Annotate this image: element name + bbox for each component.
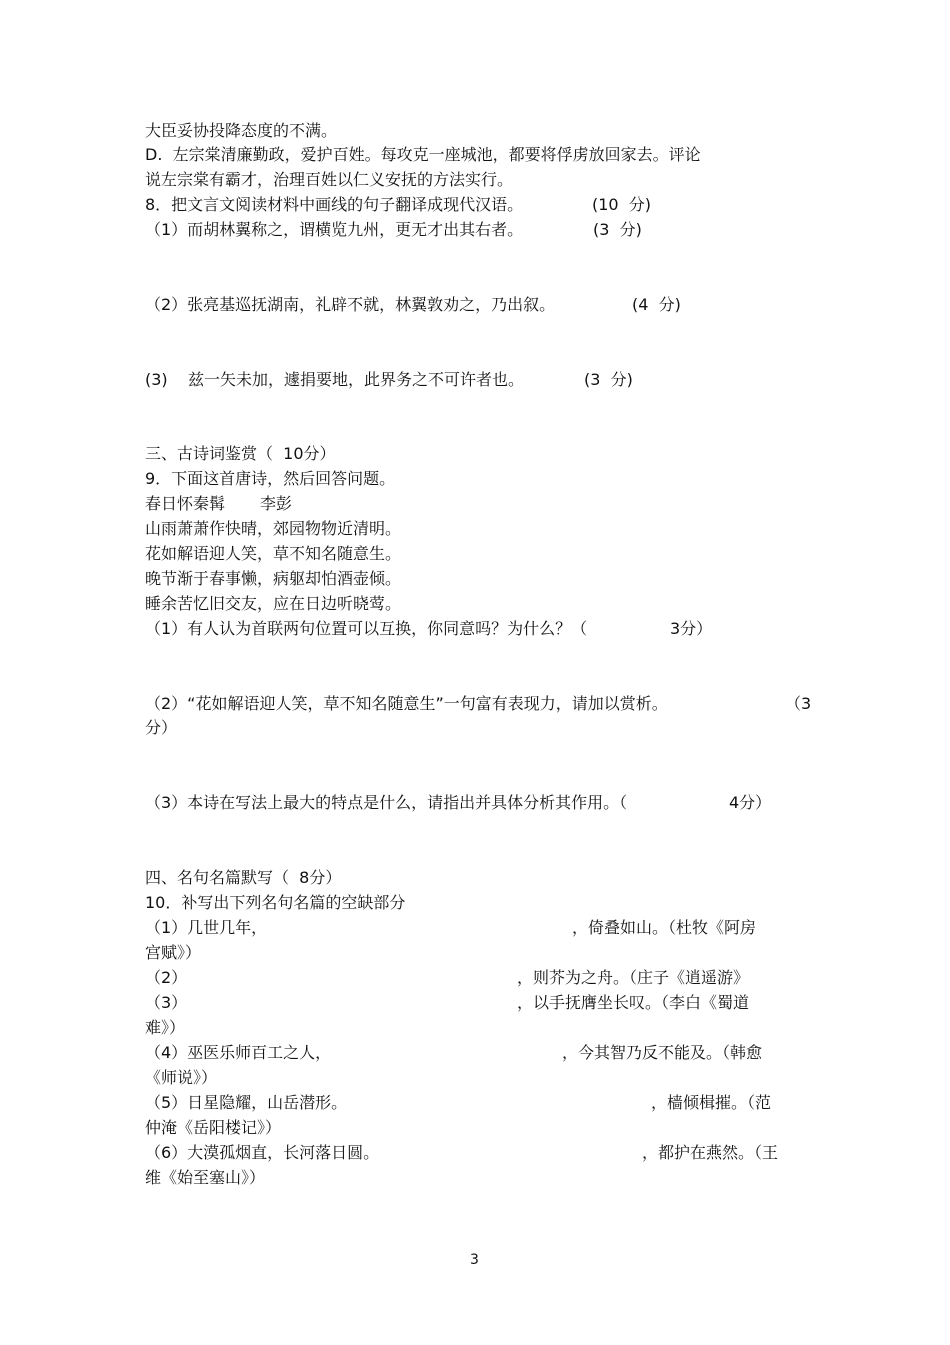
text-line: 难》）	[145, 1018, 186, 1037]
question-10-line: 10．补写出下列名句名篇的空缺部分	[145, 893, 406, 912]
subquestion-line: （3）本诗在写法上最大的特点是什么，请指出并具体分析其作用。（ 4分）	[145, 793, 772, 812]
text-line: 大臣妥协投降态度的不满。	[145, 121, 338, 140]
subquestion-line: （2）张亮基巡抚湖南，礼辟不就，林翼敦劝之，乃出叙。 (4 分)	[145, 295, 681, 314]
fill-blank-line: （1）几世几年， ，倚叠如山。（杜牧《阿房	[145, 918, 757, 937]
subquestion-line: （1）有人认为首联两句位置可以互换，你同意吗？为什么？（ 3分）	[145, 619, 713, 638]
text-line: 说左宗棠有霸才，治理百姓以仁义安抚的方法实行。	[145, 170, 514, 189]
subquestion-line: (3) 兹一矢未加，遽捐要地，此界务之不可许者也。 (3 分)	[145, 370, 633, 389]
poem-line: 睡余苦忆旧交友，应在日边听晓莺。	[145, 594, 402, 613]
text-line: 维《始至塞山》）	[145, 1168, 266, 1187]
poem-line: 花如解语迎人笑，草不知名随意生。	[145, 544, 402, 563]
text-line: 宫赋》）	[145, 943, 202, 962]
text-line: 仲淹《岳阳楼记》）	[145, 1118, 282, 1137]
section-heading: 四、名句名篇默写（ 8分）	[145, 868, 342, 887]
poem-line: 晚节渐于春事懒，病躯却怕酒壶倾。	[145, 569, 402, 588]
fill-blank-line: （6）大漠孤烟直，长河落日圆。 ，都护在燕然。（王	[145, 1143, 779, 1162]
question-9-line: 9．下面这首唐诗，然后回答问题。	[145, 469, 396, 488]
poem-line: 山雨萧萧作快晴，郊园物物近清明。	[145, 519, 402, 538]
page-number: 3	[470, 1252, 479, 1268]
text-line: 分）	[145, 718, 178, 737]
fill-blank-line: （4）巫医乐师百工之人， ，今其智乃反不能及。（韩愈	[145, 1043, 763, 1062]
subquestion-line: （1）而胡林翼称之，谓横览九州，更无才出其右者。 (3 分)	[145, 220, 642, 239]
fill-blank-line: （2） ，则芥为之舟。（庄子《逍遥游》	[145, 968, 750, 987]
section-heading: 三、古诗词鉴赏（ 10分）	[145, 444, 336, 463]
question-8-line: 8．把文言文阅读材料中画线的句子翻译成现代汉语。 (10 分)	[145, 195, 652, 214]
text-line: 《师说》）	[145, 1068, 218, 1087]
fill-blank-line: （3） ，以手抚膺坐长叹。（李白《蜀道	[145, 993, 750, 1012]
text-line: D. 左宗棠清廉勤政，爱护百姓。每攻克一座城池，都要将俘虏放回家去。评论	[145, 145, 701, 164]
poem-title: 春日怀秦髯 李彭	[145, 494, 293, 513]
subquestion-line: （2）“花如解语迎人笑，草不知名随意生”一句富有表现力，请加以赏析。 （3	[145, 694, 812, 713]
fill-blank-line: （5）日星隐耀，山岳潜形。 ，樯倾楫摧。（范	[145, 1093, 772, 1112]
